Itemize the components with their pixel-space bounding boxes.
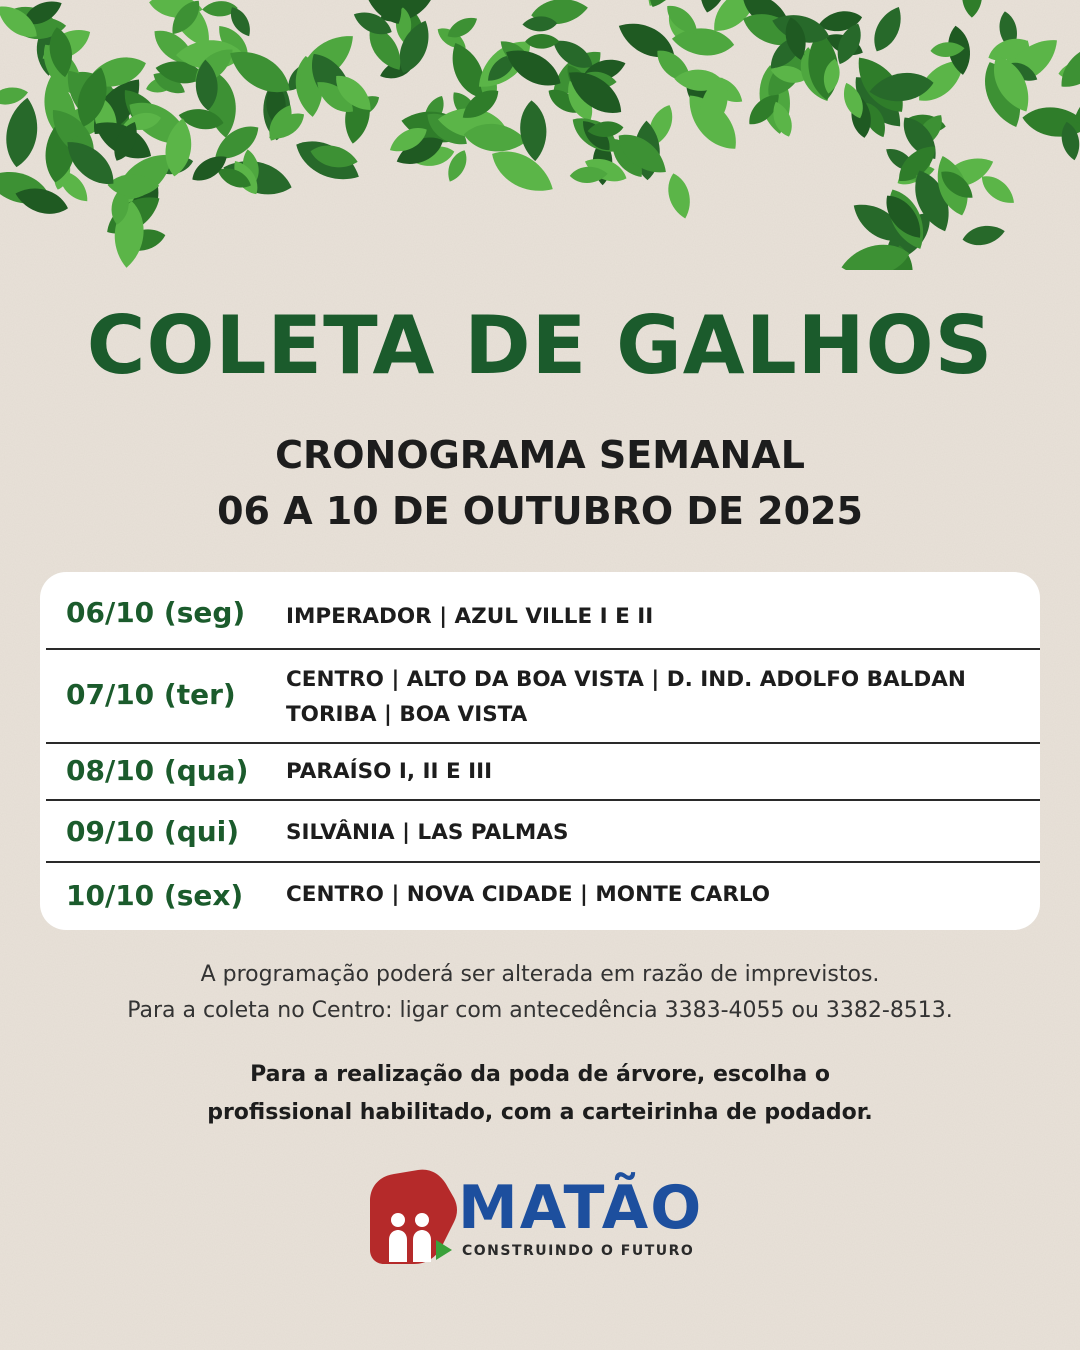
schedule-areas: SILVÂNIA | LAS PALMAS <box>286 820 569 845</box>
page-title: COLETA DE GALHOS <box>86 299 994 392</box>
schedule-row <box>40 801 1040 861</box>
schedule-row <box>40 572 1040 648</box>
pruning-advice: Para a realização da poda de árvore, escolha o <box>250 1062 830 1087</box>
schedule-areas: PARAÍSO I, II E III <box>286 759 493 784</box>
contact-text: Para a coleta no Centro: ligar com antecedência 3383-4055 ou 3382-8513. <box>127 998 953 1023</box>
date-range: 06 A 10 DE OUTUBRO DE 2025 <box>217 489 863 533</box>
schedule-date: 10/10 (sex) <box>66 879 244 912</box>
logo-tagline: CONSTRUINDO O FUTURO <box>462 1243 695 1259</box>
schedule-areas: CENTRO | ALTO DA BOA VISTA | D. IND. ADOLFO BALDAN <box>286 667 966 692</box>
green-leaves-decoration <box>0 0 1080 270</box>
schedule-areas: CENTRO | NOVA CIDADE | MONTE CARLO <box>286 882 771 907</box>
notice-text: A programação poderá ser alterada em razão de imprevistos. <box>200 962 880 987</box>
pruning-advice: profissional habilitado, com a carteirinha de podador. <box>207 1100 873 1125</box>
schedule-row <box>40 863 1040 930</box>
schedule-areas: TORIBA | BOA VISTA <box>286 702 528 727</box>
schedule-row <box>40 650 1040 742</box>
schedule-date: 06/10 (seg) <box>66 596 246 629</box>
schedule-date: 09/10 (qui) <box>66 815 240 848</box>
schedule-subtitle: CRONOGRAMA SEMANAL <box>275 433 805 477</box>
schedule-table <box>40 572 1040 930</box>
schedule-areas: IMPERADOR | AZUL VILLE I E II <box>286 604 654 629</box>
logo-wordmark: MATÃO <box>458 1173 704 1243</box>
schedule-date: 07/10 (ter) <box>66 678 236 711</box>
schedule-date: 08/10 (qua) <box>66 754 249 787</box>
schedule-row <box>40 744 1040 799</box>
